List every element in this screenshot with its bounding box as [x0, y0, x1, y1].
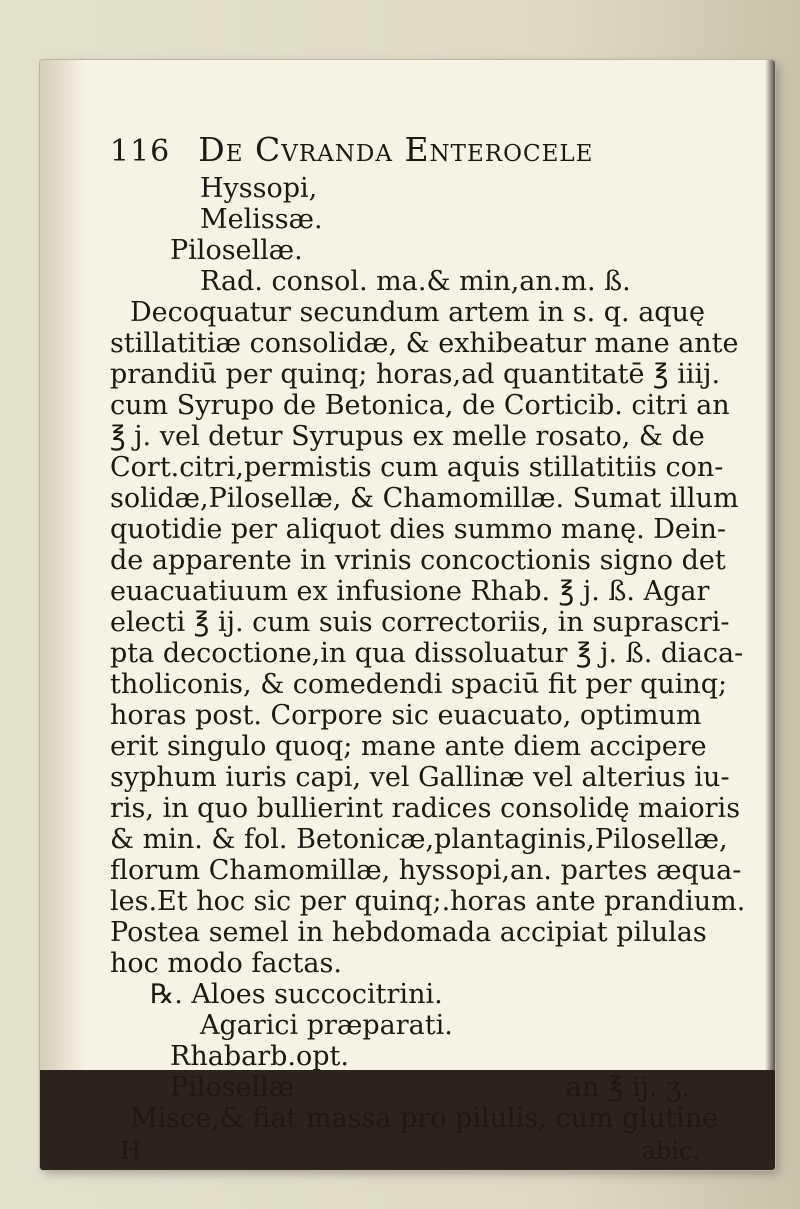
footer-row — [110, 1136, 710, 1166]
text-line: Melissæ. — [200, 204, 323, 235]
text-line: de apparente in vrinis concoctionis signo det — [110, 545, 726, 576]
text-line: electi ℥ ij. cum suis correctoriis, in suprascri- — [110, 607, 730, 638]
text-line: Decoquatur secundum artem in s. q. aquę — [130, 297, 705, 328]
recipe-line: Agarici præparati. — [200, 1010, 453, 1041]
text-line: Postea semel in hebdomada accipiat pilulas — [110, 917, 707, 948]
text-line: euacuatiuum ex infusione Rhab. ℥ j. ß. Agar — [110, 576, 710, 607]
text-block — [110, 130, 746, 1166]
text-line: prandiū per quinq; horas,ad quantitatē ℥ iiij. — [110, 359, 721, 390]
running-title: De Cvranda Enterocele — [198, 130, 594, 169]
page-header — [110, 130, 710, 169]
text-line: Hyssopi, — [200, 173, 318, 204]
recipe-line: Pilosellæ — [170, 1072, 295, 1103]
recipe-dose: an ℥ ij. ʒ. — [565, 1072, 690, 1103]
text-line: hoc modo factas. — [110, 948, 342, 979]
text-line: les.Et hoc sic per quinq;.horas ante prandium. — [110, 886, 746, 917]
text-line: quotidie per aliquot dies summo manę. Dein- — [110, 514, 727, 545]
text-line: horas post. Corpore sic euacuato, optimum — [110, 700, 702, 731]
text-line: pta decoctione,in qua dissoluatur ℥ j. ß. diaca- — [110, 638, 744, 669]
text-line: stillatitiæ consolidæ, & exhibeatur mane ante — [110, 328, 739, 359]
signature-mark: H — [120, 1137, 163, 1165]
text-line: & min. & fol. Betonicæ,plantaginis,Pilosellæ, — [110, 824, 728, 855]
text-line: erit singulo quoq; mane ante diem accipere — [110, 731, 707, 762]
catchword: abic. — [641, 1137, 700, 1165]
recipe-dosage-row — [110, 1072, 690, 1103]
text-line: cum Syrupo de Betonica, de Corticib. citri an — [110, 390, 730, 421]
text-line: solidæ,Pilosellæ, & Chamomillæ. Sumat illum — [110, 483, 739, 514]
text-line: Pilosellæ. — [170, 235, 303, 266]
text-line: florum Chamomillæ, hyssopi,an. partes æqua- — [110, 855, 742, 886]
recipe-line: ℞. Aloes succocitrini. — [150, 979, 443, 1010]
text-line: Cort.citri,permistis cum aquis stillatitiis con- — [110, 452, 724, 483]
text-line: Misce,& fiat massa pro pilulis, cum glutine — [130, 1103, 719, 1134]
page-gutter-shadow — [765, 60, 775, 1070]
text-line: syphum iuris capi, vel Gallinæ vel alterius iu- — [110, 762, 730, 793]
book-page — [40, 60, 775, 1170]
recipe-line: Rhabarb.opt. — [170, 1041, 349, 1072]
text-line: Rad. consol. ma.& min,an.m. ß. — [200, 266, 631, 297]
page-number: 116 — [110, 134, 171, 169]
text-line: ris, in quo bullierint radices consolidę maioris — [110, 793, 741, 824]
text-line: ℥ j. vel detur Syrupus ex melle rosato, & de — [110, 421, 705, 452]
text-line: tholiconis, & comedendi spaciū fit per quinq; — [110, 669, 728, 700]
